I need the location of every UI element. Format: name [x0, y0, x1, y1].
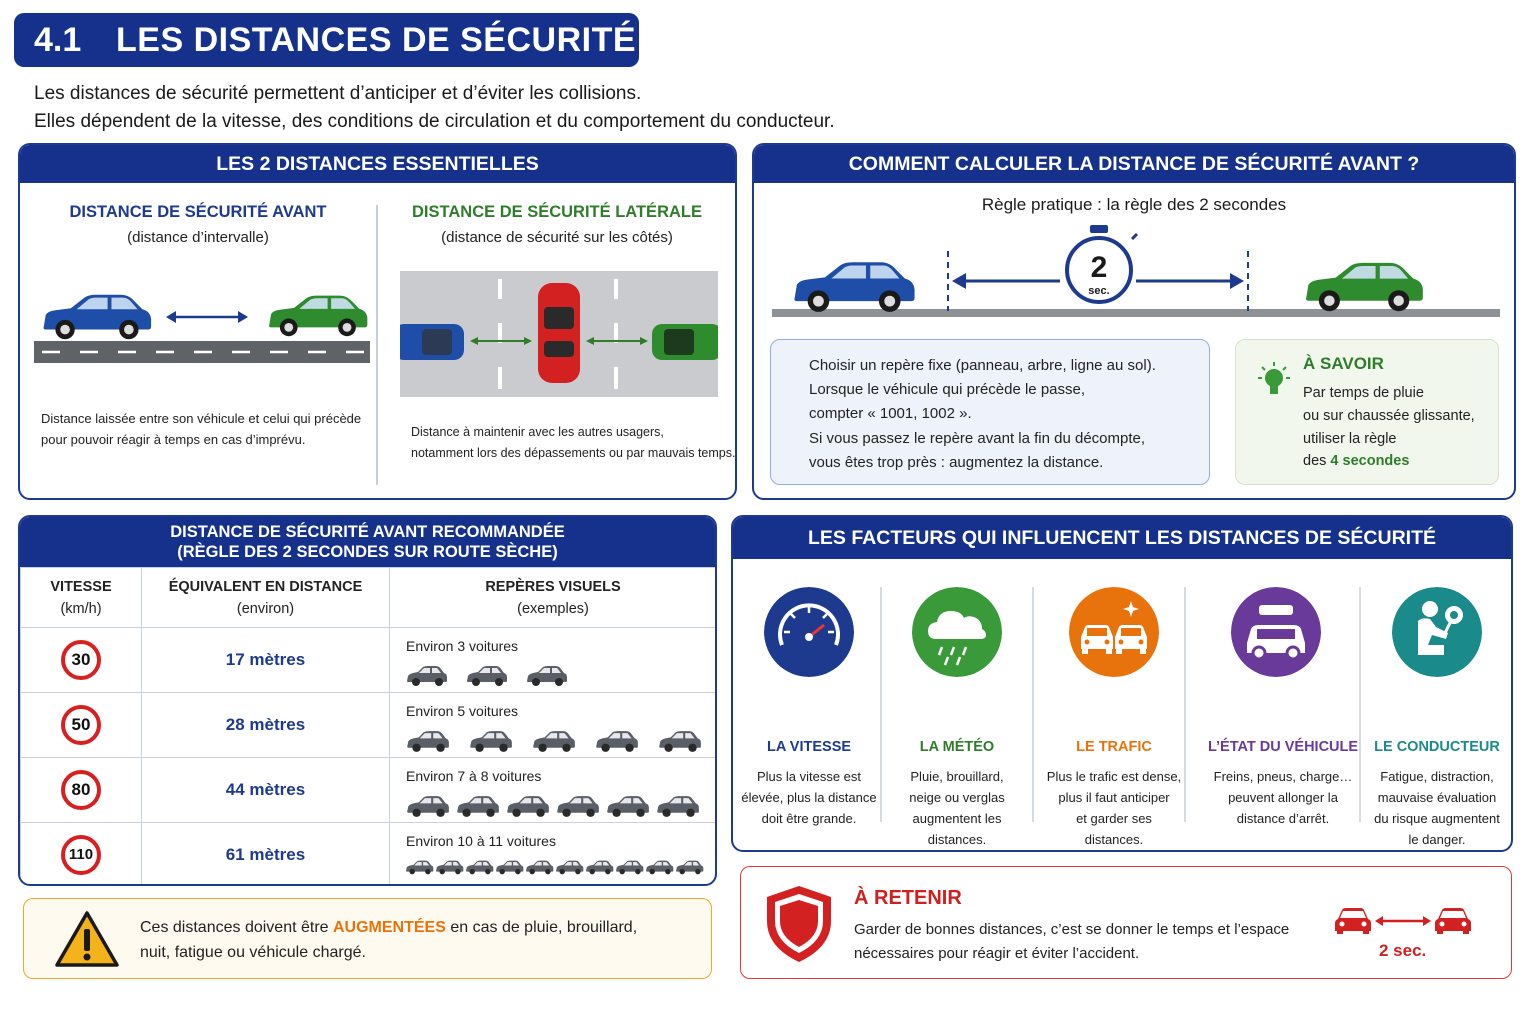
car-icon	[604, 794, 650, 819]
factor-weather-text: Pluie, brouillard, neige ou verglas augmentent les distances.	[909, 769, 1005, 847]
car-row	[404, 729, 702, 754]
car-icon	[454, 794, 500, 819]
shield-icon	[763, 883, 835, 965]
key-takeaway-line-2: nécessaires pour réagir et éviter l’accident.	[854, 945, 1140, 962]
section-title: LES DISTANCES DE SÉCURITÉ	[116, 20, 637, 59]
recommended-heading-line-2: (RÈGLE DES 2 SECONDES SUR ROUTE SÈCHE)	[177, 543, 558, 561]
car-icon	[654, 794, 700, 819]
intro-line-1: Les distances de sécurité permettent d’anticiper et d’éviter les collisions.	[34, 83, 642, 104]
car-row	[404, 794, 700, 819]
distance-value: 61 mètres	[142, 823, 390, 887]
car-icon	[554, 859, 584, 876]
calculate-distance-card	[752, 143, 1516, 500]
factor-speed	[733, 559, 885, 852]
warning-line-2: nuit, fatigue ou véhicule chargé.	[140, 944, 366, 961]
factor-weather-title: LA MÉTÉO	[919, 739, 995, 755]
warning-box	[23, 898, 712, 979]
speedometer-icon	[764, 587, 854, 677]
visual-reference: Environ 3 voitures	[406, 638, 519, 654]
visual-reference: Environ 5 voitures	[406, 703, 519, 719]
car-icon	[530, 729, 576, 754]
factor-vehicle-title: L’ÉTAT DU VÉHICULE	[1207, 739, 1359, 755]
car-icon	[524, 859, 554, 876]
rain-cloud-icon	[912, 587, 1002, 677]
key-takeaway-text	[854, 918, 1289, 966]
lightbulb-icon	[1254, 360, 1294, 404]
car-icon	[467, 729, 513, 754]
key-takeaway-box	[740, 866, 1512, 979]
speed-limit-sign: 80	[61, 770, 101, 810]
factor-weather	[881, 559, 1033, 852]
car-icon	[464, 664, 508, 688]
section-number: 4.1	[34, 20, 82, 59]
front-desc-line-1: Distance laissée entre son véhicule et celui qui précède	[41, 411, 362, 426]
factor-traffic	[1038, 559, 1190, 852]
traffic-cars-icon	[1069, 587, 1159, 677]
procedure-step-4: Si vous passez le repère avant la fin du décompte,	[809, 429, 1146, 447]
know-line-3: utiliser la règle	[1303, 430, 1397, 447]
warning-highlight: AUGMENTÉES	[333, 919, 446, 936]
good-to-know-box	[1235, 339, 1499, 485]
lateral-distance-illustration	[400, 271, 718, 397]
car-icon	[404, 729, 450, 754]
know-line-4-prefix: des	[1303, 453, 1331, 470]
visual-reference: Environ 7 à 8 voitures	[406, 768, 542, 784]
factor-vehicle-text: Freins, pneus, charge… peuvent allonger la distance d’arrêt.	[1213, 769, 1353, 826]
factor-speed-title: LA VITESSE	[766, 739, 852, 755]
four-seconds-highlight: 4 secondes	[1330, 453, 1410, 470]
front-distance-panel	[20, 183, 376, 500]
front-distance-subtitle: (distance d’intervalle)	[127, 229, 269, 246]
driver-icon	[1392, 587, 1482, 677]
lateral-distance-subtitle: (distance de sécurité sur les côtés)	[441, 229, 673, 246]
car-icon	[614, 859, 644, 876]
factor-driver	[1361, 559, 1513, 852]
car-icon	[554, 794, 600, 819]
two-seconds-label: 2 sec.	[1379, 941, 1427, 960]
car-icon	[593, 729, 639, 754]
car-icon	[656, 729, 702, 754]
essential-distances-heading: LES 2 DISTANCES ESSENTIELLES	[20, 145, 735, 183]
car-icon	[494, 859, 524, 876]
table-row	[21, 823, 717, 887]
calculate-distance-heading: COMMENT CALCULER LA DISTANCE DE SÉCURITÉ AVANT ?	[754, 145, 1514, 183]
distance-value: 17 mètres	[142, 628, 390, 693]
factor-traffic-text: Plus le trafic est dense, plus il faut anticiper et garder ses distances.	[1046, 769, 1182, 847]
recommended-distance-card	[18, 515, 717, 886]
warning-text	[140, 915, 637, 965]
distance-value: 28 mètres	[142, 693, 390, 758]
key-takeaway-title: À RETENIR	[854, 887, 962, 909]
essential-distances-card	[18, 143, 737, 500]
front-distance-illustration	[32, 283, 372, 365]
procedure-step-2: Lorsque le véhicule qui précède le passe,	[809, 381, 1086, 399]
speed-limit-sign: 30	[61, 640, 101, 680]
lateral-desc-line-2: notamment lors des dépassements ou par mauvais temps.	[411, 446, 736, 460]
car-icon	[404, 794, 450, 819]
front-distance-description	[41, 408, 361, 450]
car-icon	[674, 859, 704, 876]
good-to-know-title: À SAVOIR	[1303, 354, 1384, 373]
visual-column-header: REPÈRES VISUELS (exemples)	[390, 568, 717, 628]
car-icon	[644, 859, 674, 876]
factor-vehicle	[1200, 559, 1359, 852]
front-distance-title: DISTANCE DE SÉCURITÉ AVANT	[69, 203, 327, 221]
table-row	[21, 628, 717, 693]
procedure-step-3: compter « 1001, 1002 ».	[809, 405, 972, 423]
car-icon	[404, 859, 434, 876]
lateral-distance-panel	[378, 183, 736, 500]
lateral-distance-title: DISTANCE DE SÉCURITÉ LATÉRALE	[412, 203, 702, 221]
know-line-1: Par temps de pluie	[1303, 385, 1424, 401]
two-second-rule-label: Règle pratique : la règle des 2 secondes	[981, 195, 1287, 214]
speed-limit-sign: 50	[61, 705, 101, 745]
recommended-heading-line-1: DISTANCE DE SÉCURITÉ AVANT RECOMMANDÉE	[170, 523, 565, 541]
car-icon	[404, 664, 448, 688]
timer-unit: sec.	[1088, 285, 1110, 297]
car-icon	[434, 859, 464, 876]
know-line-4	[1303, 450, 1475, 473]
visual-reference: Environ 10 à 11 voitures	[406, 833, 556, 849]
key-takeaway-line-1: Garder de bonnes distances, c’est se donner le temps et l’espace	[854, 921, 1290, 938]
intro-line-2: Elles dépendent de la vitesse, des conditions de circulation et du comportement du conducteur.	[34, 111, 835, 132]
intro-text	[34, 80, 835, 136]
front-desc-line-2: pour pouvoir réagir à temps en cas d’imprévu.	[41, 432, 306, 447]
factors-heading: LES FACTEURS QUI INFLUENCENT LES DISTANCES DE SÉCURITÉ	[733, 517, 1511, 559]
car-icon	[584, 859, 614, 876]
factor-driver-title: LE CONDUCTEUR	[1374, 739, 1500, 755]
car-row	[404, 859, 704, 876]
two-second-rule-illustration	[770, 221, 1502, 321]
know-line-2: ou sur chaussée glissante,	[1303, 407, 1475, 424]
factor-traffic-title: LE TRAFIC	[1076, 739, 1152, 755]
warning-part-2: en cas de pluie, brouillard,	[445, 919, 638, 936]
factor-driver-text: Fatigue, distraction, mauvaise évaluation du risque augmentent le danger.	[1374, 769, 1500, 847]
distance-table	[20, 567, 717, 886]
recommended-distance-heading	[20, 517, 715, 567]
timer-value: 2	[1090, 251, 1108, 284]
warning-triangle-icon	[54, 909, 120, 969]
lateral-desc-line-1: Distance à maintenir avec les autres usagers,	[411, 425, 664, 439]
page-title	[14, 13, 639, 67]
two-seconds-cars-icon	[1333, 903, 1475, 939]
procedure-step-1: Choisir un repère fixe (panneau, arbre, ligne au sol).	[809, 357, 1156, 374]
warning-line-1	[140, 915, 637, 940]
table-row	[21, 693, 717, 758]
car-icon	[504, 794, 550, 819]
distance-value: 44 mètres	[142, 758, 390, 823]
good-to-know-text	[1303, 382, 1475, 473]
warning-part-1: Ces distances doivent être	[140, 919, 333, 936]
distance-column-header: ÉQUIVALENT EN DISTANCE (environ)	[142, 568, 390, 628]
car-icon	[524, 664, 568, 688]
procedure-box	[770, 339, 1210, 485]
table-row	[21, 758, 717, 823]
lateral-distance-description	[411, 422, 735, 464]
factors-card	[731, 515, 1513, 852]
car-icon	[464, 859, 494, 876]
table-header-row	[21, 568, 717, 628]
factor-speed-text: Plus la vitesse est élevée, plus la distance doit être grande.	[741, 769, 877, 826]
procedure-step-5: vous êtes trop près : augmentez la distance.	[809, 453, 1104, 471]
speed-column-header: VITESSE (km/h)	[21, 568, 142, 628]
car-row	[404, 664, 568, 688]
speed-limit-sign: 110	[61, 835, 101, 875]
loaded-car-icon	[1231, 587, 1321, 677]
